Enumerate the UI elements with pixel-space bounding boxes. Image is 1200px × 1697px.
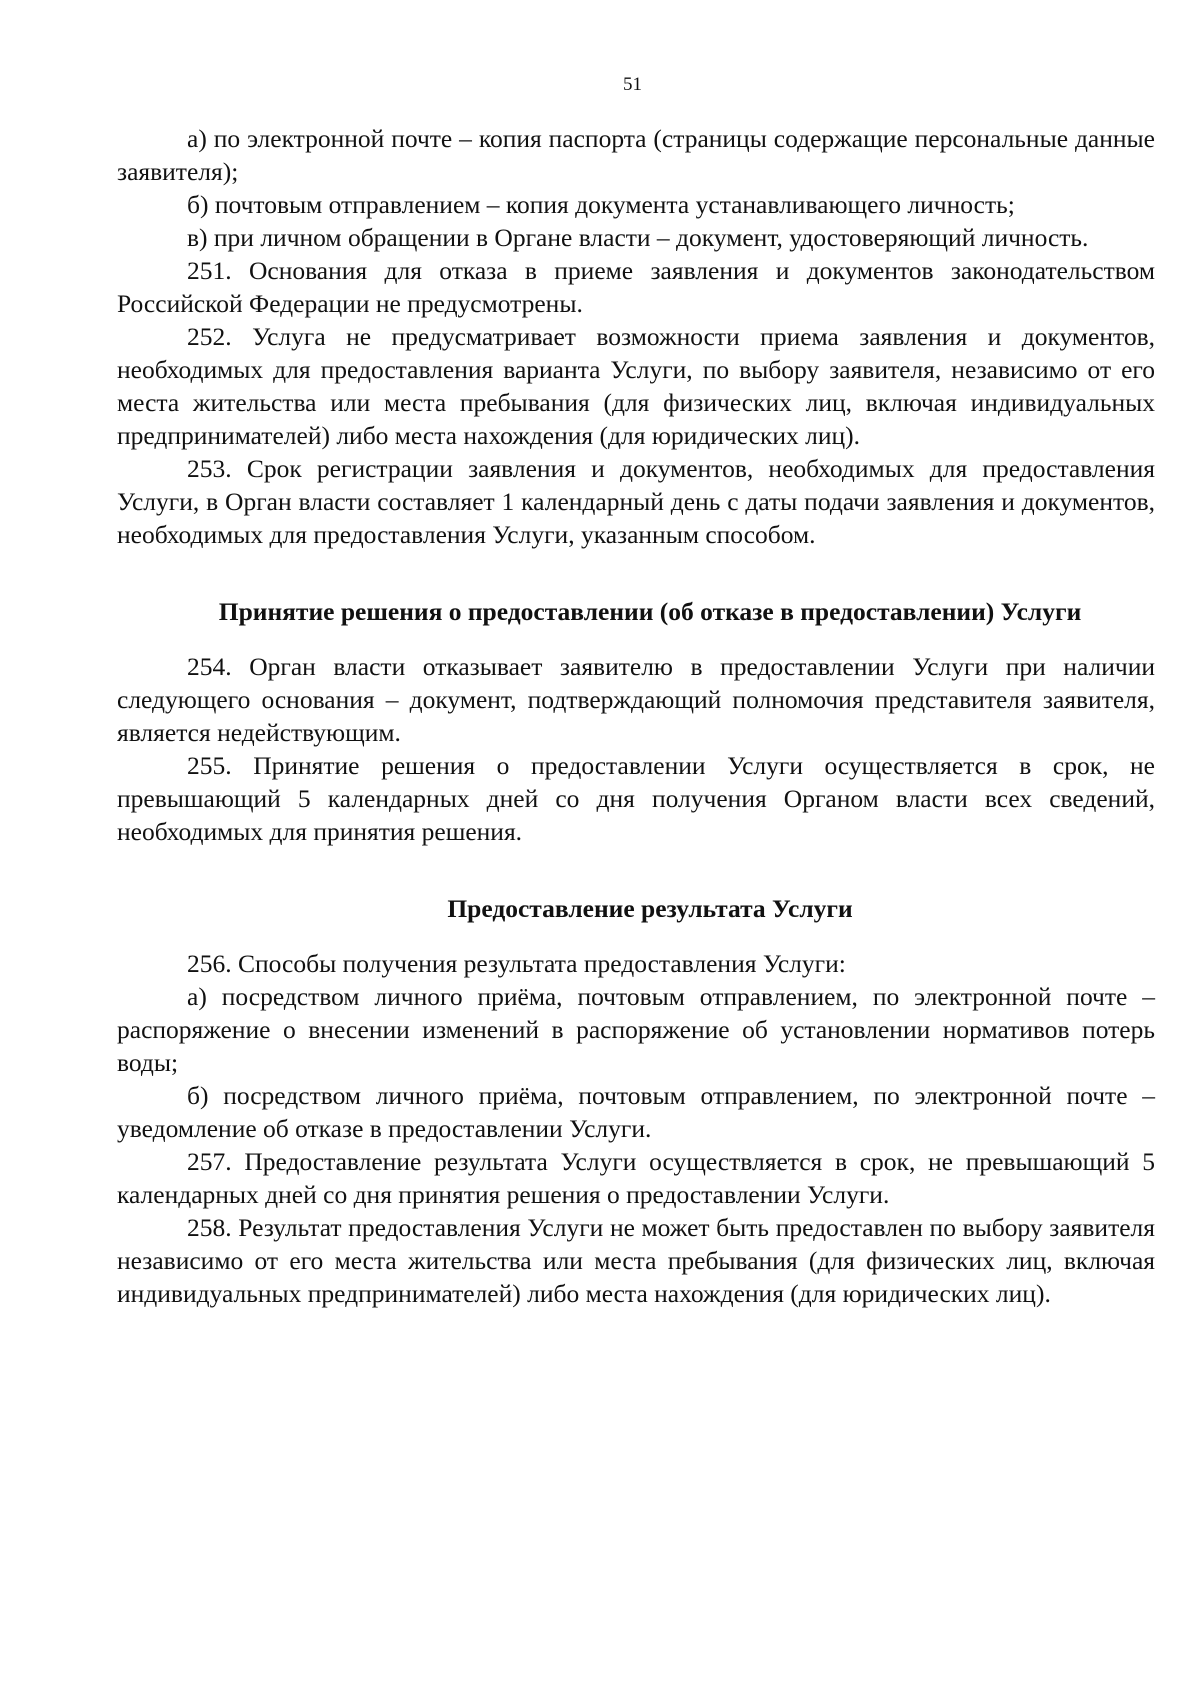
spacer [117, 628, 1155, 650]
paragraph-a-email: а) по электронной почте – копия паспорта (страницы содержащие персональные данные заявителя); [117, 124, 1155, 186]
paragraph-253: 253. Срок регистрации заявления и документов, необходимых для предоставления Услуги, в Орган власти составляет 1 календарный день с даты подачи заявления и документов, необходимых для предоставления Услуги, указанным способом. [117, 454, 1155, 549]
paragraph-257: 257. Предоставление результата Услуги осуществляется в срок, не превышающий 5 календарных дней со дня принятия решения о предоставлении Услуги. [117, 1147, 1155, 1209]
paragraph-c-personal: в) при личном обращении в Органе власти – документ, удостоверяющий личность. [187, 223, 1089, 252]
paragraph-254: 254. Орган власти отказывает заявителю в предоставлении Услуги при наличии следующего основания – документ, подтверждающий полномочия представителя заявителя, является недействующим. [117, 652, 1155, 747]
spacer [117, 551, 1155, 595]
document-body [117, 122, 1155, 1310]
section-heading-result: Предоставление результата Услуги [447, 894, 853, 923]
paragraph-258: 258. Результат предоставления Услуги не может быть предоставлен по выбору заявителя независимо от его места жительства или места пребывания (для физических лиц, включая индивидуальных предпринимателей) либо места нахождения (для юридических лиц). [117, 1213, 1155, 1308]
paragraph-252: 252. Услуга не предусматривает возможности приема заявления и документов, необходимых для предоставления варианта Услуги, по выбору заявителя, независимо от его места жительства или места пребывания (для физических лиц, включая индивидуальных предпринимателей) либо места нахождения (для юридических лиц). [117, 322, 1155, 450]
paragraph-251: 251. Основания для отказа в приеме заявления и документов законодательством Российской Федерации не предусмотрены. [117, 256, 1155, 318]
page-number: 51 [623, 74, 642, 95]
spacer [117, 848, 1155, 892]
paragraph-256-b: б) посредством личного приёма, почтовым отправлением, по электронной почте – уведомление об отказе в предоставлении Услуги. [117, 1081, 1155, 1143]
paragraph-256: 256. Способы получения результата предоставления Услуги: [187, 949, 846, 978]
paragraph-255: 255. Принятие решения о предоставлении Услуги осуществляется в срок, не превышающий 5 календарных дней со дня получения Органом власти всех сведений, необходимых для принятия решения. [117, 751, 1155, 846]
paragraph-256-a: а) посредством личного приёма, почтовым отправлением, по электронной почте – распоряжение о внесении изменений в распоряжение об установлении нормативов потерь воды; [117, 982, 1155, 1077]
paragraph-b-post: б) почтовым отправлением – копия документа устанавливающего личность; [187, 190, 1015, 219]
spacer [117, 925, 1155, 947]
section-heading-decision: Принятие решения о предоставлении (об отказе в предоставлении) Услуги [218, 597, 1082, 626]
